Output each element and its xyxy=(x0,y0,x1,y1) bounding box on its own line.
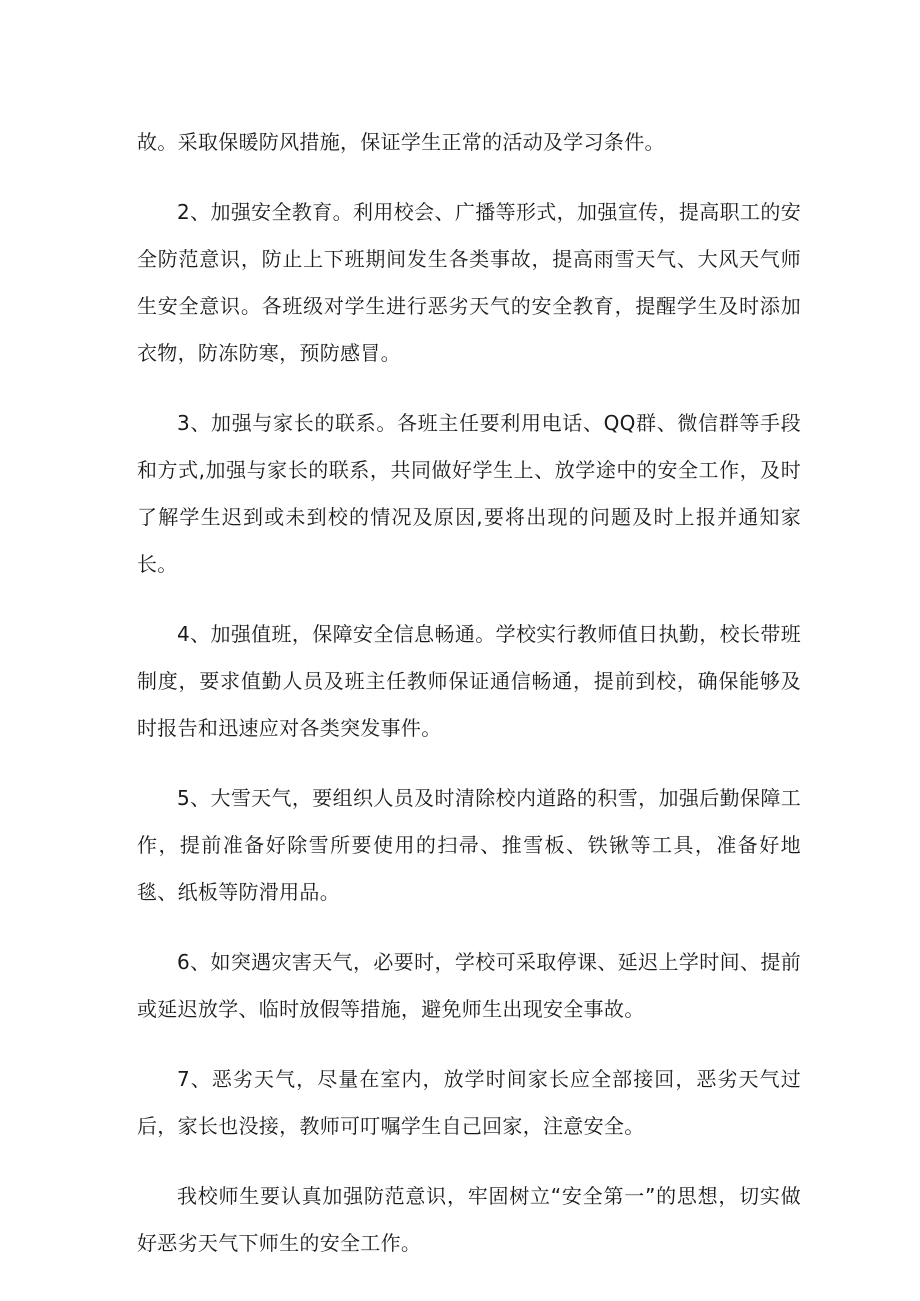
paragraph-continuation: 故。采取保暖防风措施，保证学生正常的活动及学习条件。 xyxy=(137,130,665,154)
paragraph-bad-weather-pickup: 7、恶劣天气，尽量在室内，放学时间家长应全部接回，恶劣天气过后，家长也没接，教师可叮嘱学生自己回家，注意安全。 xyxy=(137,1067,801,1138)
paragraph-parent-contact: 3、加强与家长的联系。各班主任要利用电话、QQ群、微信群等手段和方式,加强与家长的联系，共同做好学生上、放学途中的安全工作，及时了解学生迟到或未到校的情况及原因,要将出现的问题及时上报并通知家长。 xyxy=(137,411,801,576)
paragraph-duty-shift: 4、加强值班，保障安全信息畅通。学校实行教师值日执勤，校长带班制度，要求值勤人员及班主任教师保证通信畅通，提前到校，确保能够及时报告和迅速应对各类突发事件。 xyxy=(137,622,801,740)
document-body xyxy=(137,119,801,1290)
paragraph-snow-clearing: 5、大雪天气，要组织人员及时清除校内道路的积雪，加强后勤保障工作，提前准备好除雪所要使用的扫帚、推雪板、铁锹等工具，准备好地毯、纸板等防滑用品。 xyxy=(137,786,801,904)
paragraph-conclusion: 我校师生要认真加强防范意识，牢固树立“安全第一”的思想，切实做好恶劣天气下师生的安全工作。 xyxy=(137,1184,801,1255)
paragraph-disaster-weather: 6、如突遇灾害天气，必要时，学校可采取停课、延迟上学时间、提前或延迟放学、临时放假等措施，避免师生出现安全事故。 xyxy=(137,950,801,1021)
paragraph-safety-education: 2、加强安全教育。利用校会、广播等形式，加强宣传，提高职工的安全防范意识，防止上下班期间发生各类事故，提高雨雪天气、大风天气师生安全意识。各班级对学生进行恶劣天气的安全教育，提醒学生及时添加衣物，防冻防寒，预防感冒。 xyxy=(137,200,801,365)
